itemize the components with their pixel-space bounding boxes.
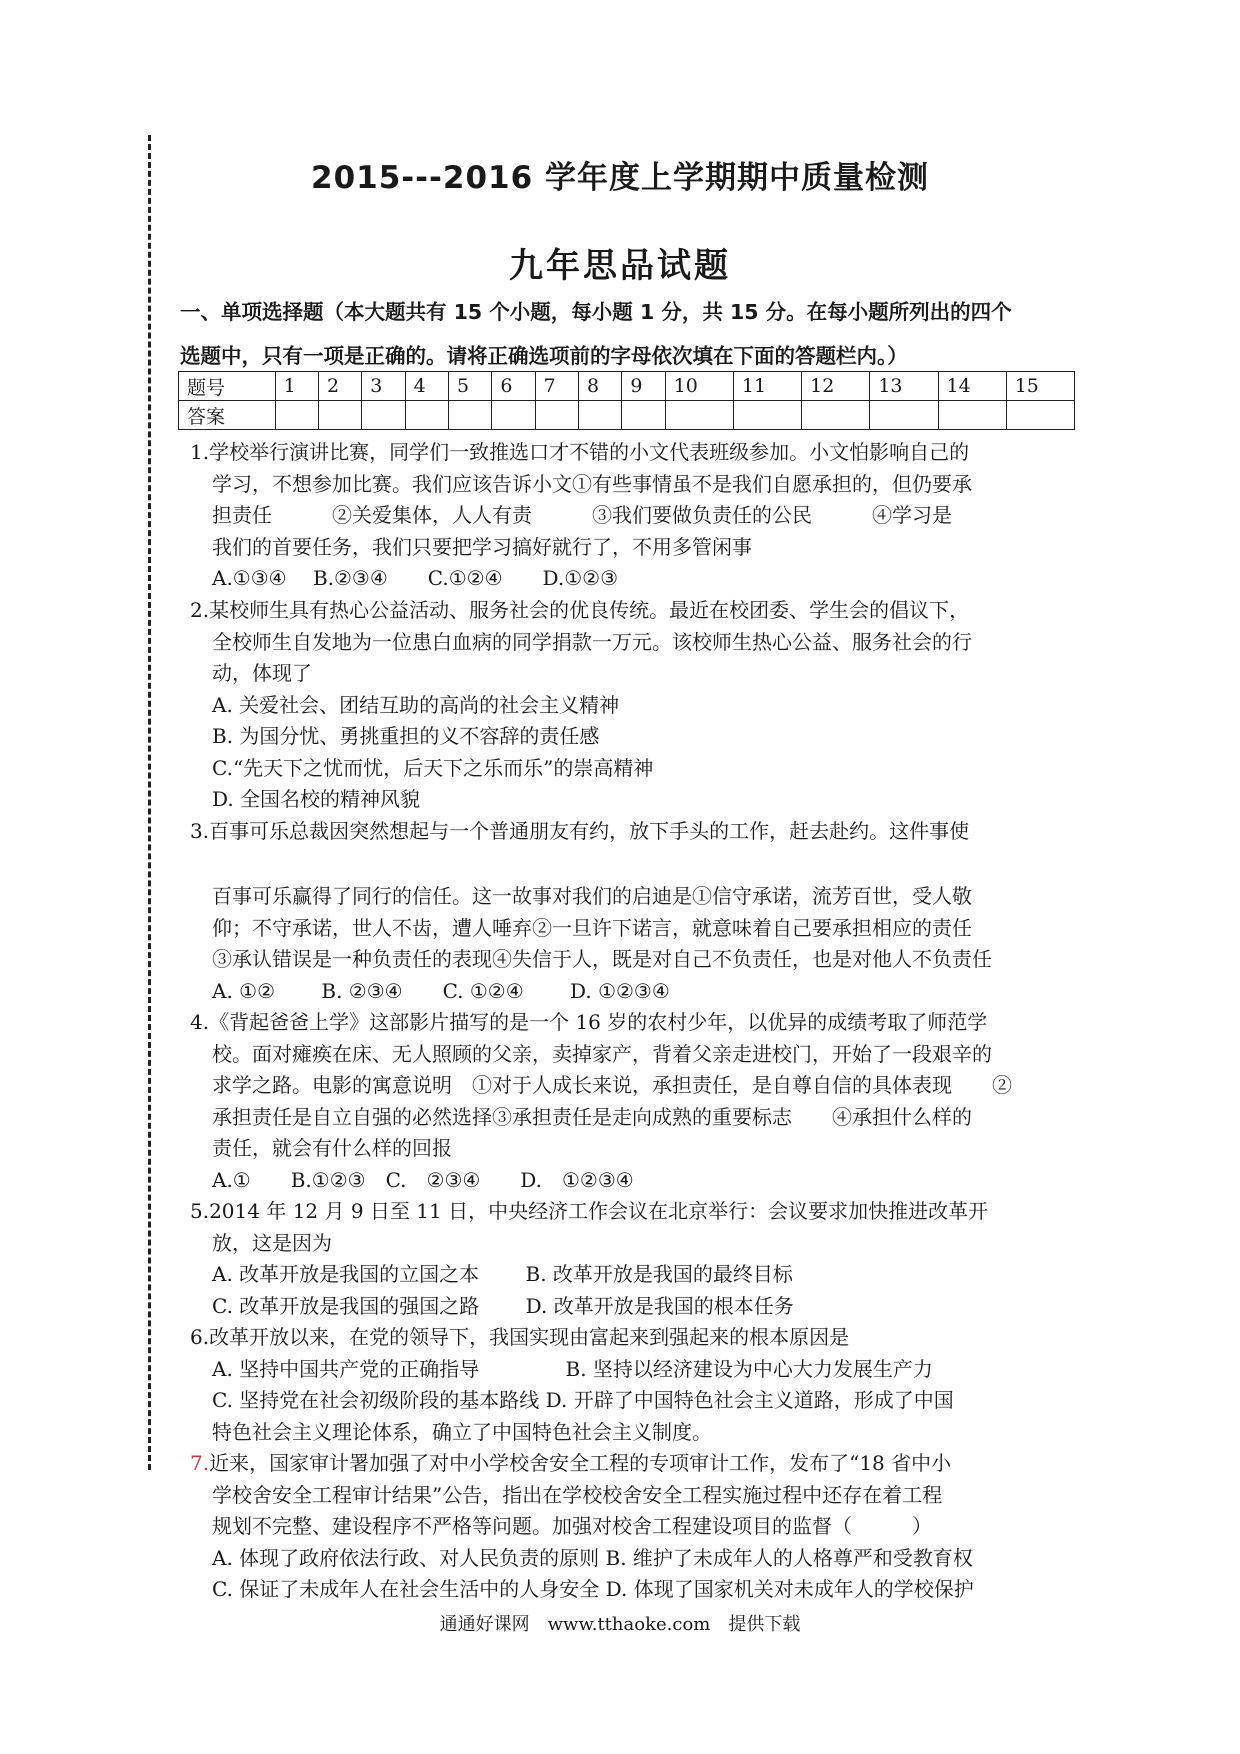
question-text: 3.百事可乐总裁因突然想起与一个普通朋友有约，放下手头的工作，赶去赴约。这件事使 <box>190 819 970 843</box>
table-cell-number: 13 <box>870 372 938 401</box>
exam-title: 2015---2016 学年度上学期期中质量检测 <box>311 160 929 196</box>
answer-table-number-row <box>179 372 1075 401</box>
answer-cell[interactable] <box>579 401 622 430</box>
table-cell-number: 2 <box>318 372 361 401</box>
question-options: A.①③④ B.②③④ C.①②④ D.①②③ <box>212 566 618 590</box>
question-7 <box>190 1448 1080 1606</box>
row-label-answer: 答案 <box>179 401 276 430</box>
answer-table-answer-row <box>179 401 1075 430</box>
option-ab: A. 坚持中国共产党的正确指导 B. 坚持以经济建设为中心大力发展生产力 <box>212 1356 933 1381</box>
question-3-body <box>190 881 1080 1007</box>
table-cell-number: 6 <box>492 372 535 401</box>
question-text-line1: 近来，国家审计署加强了对中小学校舍安全工程的专项审计工作，发布了“18 省中小 <box>209 1451 952 1475</box>
question-text: 学校舍安全工程审计结果”公告，指出在学校校舍安全工程实施过程中还存在着工程 <box>212 1482 943 1507</box>
question-text: 担责任 ②关爱集体，人人有责 ③我们要做负责任的公民 ④学习是 <box>212 503 952 527</box>
answer-cell[interactable] <box>448 401 491 430</box>
table-cell-number: 8 <box>579 372 622 401</box>
option-d: D. 全国名校的精神风貌 <box>212 787 421 811</box>
answer-cell[interactable] <box>535 401 578 430</box>
option-a: A. 关爱社会、团结互助的高尚的社会主义精神 <box>212 692 620 717</box>
question-text: 责任，就会有什么样的回报 <box>212 1136 452 1160</box>
table-cell-number: 5 <box>448 372 491 401</box>
answer-table <box>178 371 1075 430</box>
table-cell-number: 12 <box>802 372 870 401</box>
option-cd: C. 坚持党在社会初级阶段的基本路线 D. 开辟了中国特色社会主义道路，形成了中国 <box>212 1388 954 1412</box>
question-text: 全校师生自发地为一位患白血病的同学捐款一万元。该校师生热心公益、服务社会的行 <box>212 629 972 654</box>
question-text: 1.学校举行演讲比赛，同学们一致推选口才不错的小文代表班级参加。小文怕影响自己的 <box>190 440 970 464</box>
question-options: A.① B.①②③ C. ②③④ D. ①②③④ <box>212 1167 634 1192</box>
question-text: 5.2014 年 12 月 9 日至 11 日，中央经济工作会议在北京举行：会议要求加快推进改革开 <box>190 1199 989 1223</box>
row-label-number: 题号 <box>179 372 276 401</box>
question-text: 放，这是因为 <box>212 1230 332 1255</box>
answer-cell[interactable] <box>870 401 938 430</box>
answer-cell[interactable] <box>492 401 535 430</box>
section-heading-line2: 选题中，只有一项是正确的。请将正确选项前的字母依次填在下面的答题栏内。） <box>180 344 908 368</box>
question-text: 承担责任是自立自强的必然选择③承担责任是走向成熟的重要标志 ④承担什么样的 <box>212 1104 972 1129</box>
option-c: C.“先天下之忧而忧，后天下之乐而乐”的崇高精神 <box>212 755 654 780</box>
answer-cell[interactable] <box>362 401 405 430</box>
section-heading-line1: 一、单项选择题（本大题共有 15 个小题，每小题 1 分，共 15 分。在每小题所列出的四个 <box>180 300 1012 324</box>
question-text: 求学之路。电影的寓意说明 ①对于人成长来说，承担责任，是自尊自信的具体表现 ② <box>212 1073 1012 1097</box>
question-text: 6.改革开放以来，在党的领导下，我国实现由富起来到强起来的根本原因是 <box>190 1325 850 1349</box>
exam-subtitle: 九年思品试题 <box>509 246 731 286</box>
question-text <box>190 1448 1080 1480</box>
answer-cell[interactable] <box>318 401 361 430</box>
answer-cell[interactable] <box>405 401 448 430</box>
question-6 <box>190 1322 1080 1448</box>
answer-cell[interactable] <box>1006 401 1074 430</box>
table-cell-number: 1 <box>275 372 318 401</box>
question-5 <box>190 1196 1080 1322</box>
page-footer: 通通好课网 www.tthaoke.com 提供下载 <box>439 1614 801 1635</box>
answer-cell[interactable] <box>665 401 733 430</box>
question-text: 4.《背起爸爸上学》这部影片描写的是一个 16 岁的农村少年，以优异的成绩考取了师范学 <box>190 1010 988 1034</box>
option-ab: A. 体现了政府依法行政、对人民负责的原则 B. 维护了未成年人的人格尊严和受教育权 <box>212 1545 973 1570</box>
question-3 <box>190 816 1080 848</box>
option-cd: C. 保证了未成年人在社会生活中的人身安全 D. 体现了国家机关对未成年人的学校保护 <box>212 1577 974 1601</box>
option-d-continued: 特色社会主义理论体系，确立了中国特色社会主义制度。 <box>212 1419 712 1444</box>
question-text: ③承认错误是一种负责任的表现④失信于人，既是对自己不负责任，也是对他人不负责任 <box>212 947 992 971</box>
option-b: B. 为国分忧、勇挑重担的义不容辞的责任感 <box>212 724 600 748</box>
question-2 <box>190 595 1080 816</box>
question-1 <box>190 437 1080 595</box>
option-ab: A. 改革开放是我国的立国之本 B. 改革开放是我国的最终目标 <box>212 1262 793 1286</box>
table-cell-number: 15 <box>1006 372 1074 401</box>
option-cd: C. 改革开放是我国的强国之路 D. 改革开放是我国的根本任务 <box>212 1293 794 1318</box>
table-cell-number: 14 <box>938 372 1006 401</box>
table-cell-number: 11 <box>733 372 801 401</box>
answer-cell[interactable] <box>622 401 665 430</box>
question-text: 仰；不守承诺，世人不齿，遭人唾弃②一旦许下诺言，就意味着自己要承担相应的责任 <box>212 915 972 940</box>
answer-cell[interactable] <box>938 401 1006 430</box>
question-text: 校。面对瘫痪在床、无人照顾的父亲，卖掉家产，背着父亲走进校门，开始了一段艰辛的 <box>212 1041 992 1066</box>
question-text: 2.某校师生具有热心公益活动、服务社会的优良传统。最近在校团委、学生会的倡议下， <box>190 598 970 622</box>
answer-cell[interactable] <box>802 401 870 430</box>
answer-cell[interactable] <box>733 401 801 430</box>
question-text: 动，体现了 <box>212 661 312 685</box>
table-cell-number: 7 <box>535 372 578 401</box>
question-text: 百事可乐赢得了同行的信任。这一故事对我们的启迪是①信守承诺，流芳百世，受人敬 <box>212 884 972 908</box>
table-cell-number: 10 <box>665 372 733 401</box>
answer-cell[interactable] <box>275 401 318 430</box>
binding-dashed-line <box>148 135 151 1470</box>
question-number: 7. <box>190 1451 210 1475</box>
table-cell-number: 9 <box>622 372 665 401</box>
question-text: 规划不完整、建设程序不严格等问题。加强对校舍工程建设项目的监督（ ） <box>212 1514 932 1538</box>
question-text: 我们的首要任务，我们只要把学习搞好就行了，不用多管闲事 <box>212 534 752 559</box>
table-cell-number: 3 <box>362 372 405 401</box>
question-4 <box>190 1007 1080 1196</box>
question-options: A. ①② B. ②③④ C. ①②④ D. ①②③④ <box>212 978 670 1003</box>
section-heading <box>180 290 1080 378</box>
table-cell-number: 4 <box>405 372 448 401</box>
question-text: 学习，不想参加比赛。我们应该告诉小文①有些事情虽不是我们自愿承担的，但仍要承 <box>212 471 972 496</box>
